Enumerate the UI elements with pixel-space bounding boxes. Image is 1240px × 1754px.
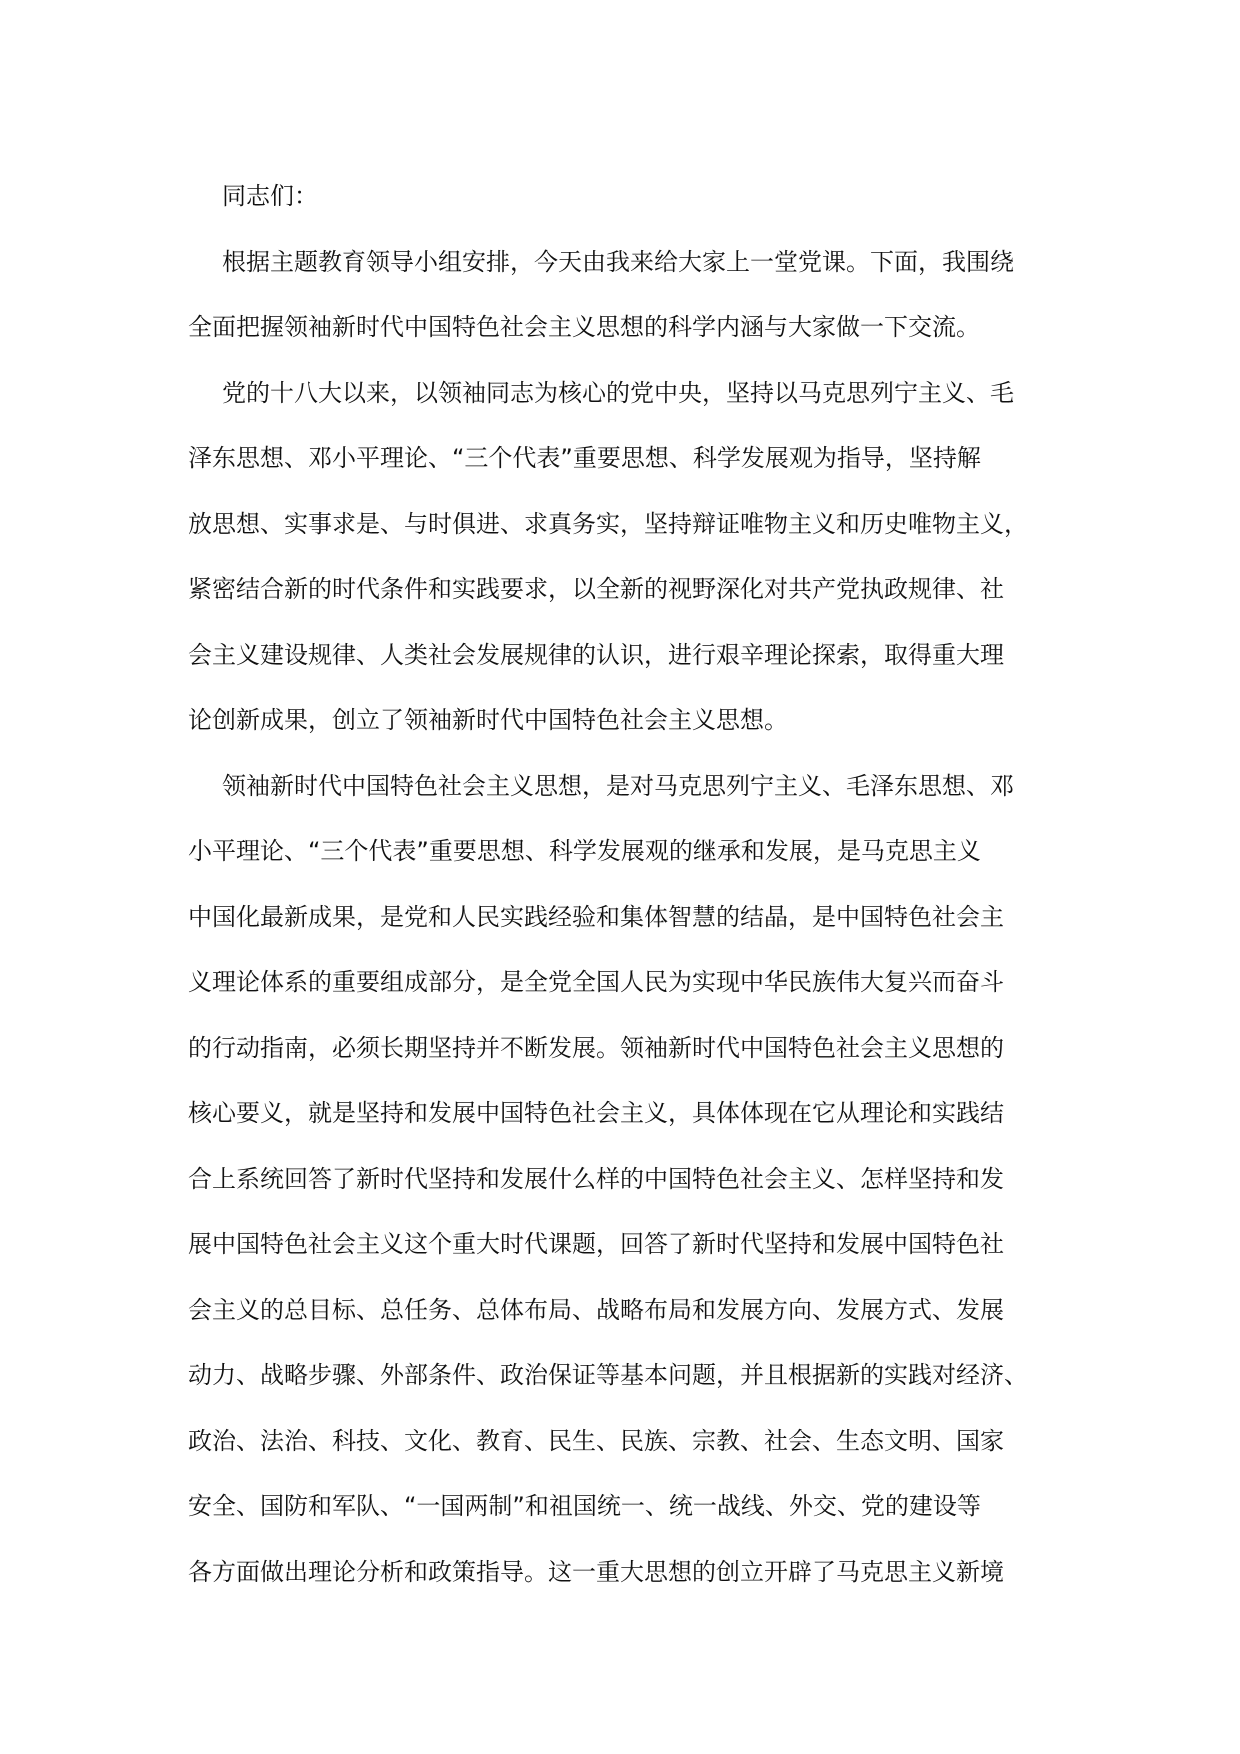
text-line: 领袖新时代中国特色社会主义思想，是对马克思列宁主义、毛泽东思想、邓 [222,771,1014,800]
text-line: 会主义的总目标、总任务、总体布局、战略布局和发展方向、发展方式、发展 [188,1295,1004,1324]
text-line: 党的十八大以来，以领袖同志为核心的党中央，坚持以马克思列宁主义、毛 [222,378,1014,407]
text-line: 泽东思想、邓小平理论、“三个代表”重要思想、科学发展观为指导，坚持解 [188,444,981,472]
text-line: 同志们： [222,182,318,210]
text-line: 的行动指南，必须长期坚持并不断发展。领袖新时代中国特色社会主义思想的 [188,1033,1004,1062]
text-line: 核心要义，就是坚持和发展中国特色社会主义，具体体现在它从理论和实践结 [188,1099,1004,1127]
text-line: 义理论体系的重要组成部分，是全党全国人民为实现中华民族伟大复兴而奋斗 [188,968,1004,996]
text-line: 论创新成果，创立了领袖新时代中国特色社会主义思想。 [188,706,788,734]
text-line: 合上系统回答了新时代坚持和发展什么样的中国特色社会主义、怎样坚持和发 [188,1164,1004,1193]
text-line: 小平理论、“三个代表”重要思想、科学发展观的继承和发展，是马克思主义 [188,837,981,865]
text-line: 中国化最新成果，是党和人民实践经验和集体智慧的结晶，是中国特色社会主 [188,902,1004,931]
text-line: 放思想、实事求是、与时俱进、求真务实，坚持辩证唯物主义和历史唯物主义， [188,509,1028,538]
text-line: 会主义建设规律、人类社会发展规律的认识，进行艰辛理论探索，取得重大理 [188,640,1004,669]
text-line: 全面把握领袖新时代中国特色社会主义思想的科学内涵与大家做一下交流。 [188,313,980,341]
document-body [188,176,1088,1617]
text-line: 动力、战略步骤、外部条件、政治保证等基本问题，并且根据新的实践对经济、 [188,1361,1028,1389]
text-line: 紧密结合新的时代条件和实践要求，以全新的视野深化对共产党执政规律、社 [188,575,1004,603]
text-line: 各方面做出理论分析和政策指导。这一重大思想的创立开辟了马克思主义新境 [188,1557,1004,1586]
text-line: 安全、国防和军队、“一国两制”和祖国统一、统一战线、外交、党的建设等 [188,1492,981,1520]
text-line: 展中国特色社会主义这个重大时代课题，回答了新时代坚持和发展中国特色社 [188,1230,1004,1258]
text-line: 根据主题教育领导小组安排，今天由我来给大家上一堂党课。下面，我围绕 [222,247,1014,276]
text-line: 政治、法治、科技、文化、教育、民生、民族、宗教、社会、生态文明、国家 [188,1426,1004,1455]
